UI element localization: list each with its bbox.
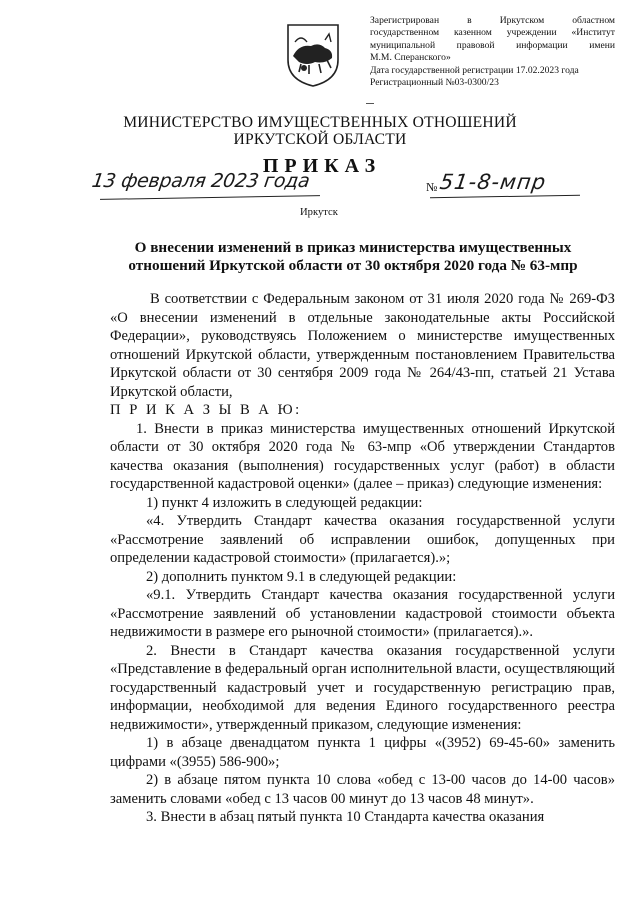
document-heading-line-1: О внесении изменений в приказ министерства имущественных <box>134 239 572 256</box>
coat-of-arms-emblem <box>285 22 341 88</box>
paragraph-1-item-2: 2) дополнить пунктом 9.1 в следующей редакции: <box>146 568 457 585</box>
paragraph-2-item-2: 2) в абзаце пятом пункта 10 слова «обед с 13-00 часов до 14-00 часов» заменить словами «обед с 13 часов 00 минут до 13 часов 48 минут». <box>110 772 615 807</box>
paragraph-3: 3. Внести в абзац пятый пункта 10 Стандарта качества оказания <box>146 809 545 825</box>
stamp-line: государственном казенном учреждении «Институт <box>370 27 615 39</box>
stamp-line: Зарегистрирован в Иркутском областном <box>370 15 615 26</box>
document-heading <box>118 239 588 275</box>
ministry-line-2: ИРКУТСКОЙ ОБЛАСТИ <box>233 131 407 148</box>
order-word: П Р И К А З Ы В А Ю: <box>110 402 302 418</box>
ministry-line-1: МИНИСТЕРСТВО ИМУЩЕСТВЕННЫХ ОТНОШЕНИЙ <box>123 114 517 131</box>
paragraph-1: 1. Внести в приказ министерства имущественных отношений Иркутской области от 30 октября 2020 года № 63-мпр «Об утверждении Стандартов качества оказания (выполнения) государственных услуг (работ) в области государственной кадастровой оценки» (далее – приказ) следующие изменения: <box>110 420 615 492</box>
number-underline <box>430 195 580 199</box>
document-heading-line-2: отношений Иркутской области от 30 октября 2020 года № 63-мпр <box>128 257 578 274</box>
paragraph-1-item-1: 1) пункт 4 изложить в следующей редакции: <box>146 494 423 511</box>
paragraph-1-item-2-text: «9.1. Утвердить Стандарт качества оказания государственной услуги «Рассмотрение заявлений об установлении кадастровой стоимости объекта недвижимости в размере его рыночной стоимости» (прилагается).». <box>110 587 615 640</box>
paragraph-2-item-1: 1) в абзаце двенадцатом пункта 1 цифры «(3952) 69-45-60» заменить цифрами «(3955) 586-900»; <box>110 735 615 770</box>
stamp-line: М.М. Сперанского» <box>370 52 451 64</box>
handwritten-date: 13 февраля 2023 года <box>90 170 311 192</box>
date-underline <box>100 195 320 200</box>
document-body <box>110 290 615 827</box>
stamp-registration-number: Регистрационный №03-0300/23 <box>370 77 499 89</box>
number-sign: № <box>426 180 438 194</box>
paragraph-1-item-1-text: «4. Утвердить Стандарт качества оказания государственной услуги «Рассмотрение заявлений об исправлении ошибок, допущенных при определении кадастровой стоимости» (прилагается).»; <box>110 513 615 566</box>
paragraph-2: 2. Внести в Стандарт качества оказания государственной услуги «Представление в федеральный орган исполнительной власти, осуществляющий государственный кадастровый учет и государственную регистрацию прав, информации, необходимой для ведения Единого государственного реестра недвижимости», утвержденный приказом, следующие изменения: <box>110 642 615 733</box>
order-title: ПРИКАЗ <box>262 155 382 177</box>
preamble-paragraph: В соответствии с Федеральным законом от 31 июля 2020 года № 269-ФЗ «О внесении изменений в отдельные законодательные акты Российской Федерации», руководствуясь Положением о министерстве имущественных отношений Иркутской области, утвержденным постановлением Правительства Иркутской области от 30 сентября 2009 года № 264/43-пп, статьей 21 Устава Иркутской области, <box>110 291 615 400</box>
handwritten-order-number: 51-8-мпр <box>438 170 548 194</box>
ministry-name <box>100 114 540 148</box>
stamp-registration-date: Дата государственной регистрации 17.02.2023 года <box>370 64 579 76</box>
stamp-line: муниципальной правовой информации имени <box>370 39 615 51</box>
stamp-divider <box>366 103 374 104</box>
registration-stamp <box>370 15 615 89</box>
city-name: Иркутск <box>300 207 338 218</box>
